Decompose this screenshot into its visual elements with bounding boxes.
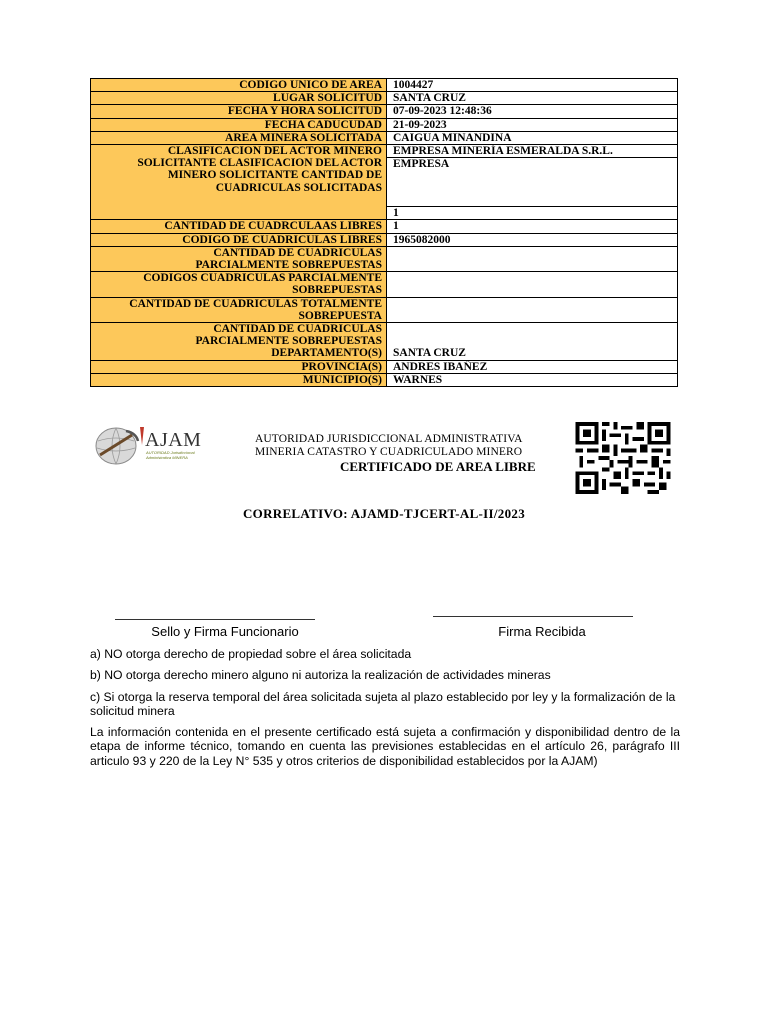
certificate-data-table	[90, 78, 678, 387]
correlativo-number: CORRELATIVO: AJAMD-TJCERT-AL-II/2023	[242, 506, 526, 521]
row-value: 21-09-2023	[387, 118, 678, 131]
row-value	[387, 272, 678, 297]
row-label: CANTIDAD DE CUADRICULAS PARCIALMENTE SOBREPUESTAS DEPARTAMENTO(S)	[91, 323, 387, 361]
row-label: FECHA Y HORA SOLICITUD	[91, 105, 387, 118]
table-row	[91, 79, 678, 92]
table-row	[91, 145, 678, 220]
row-label: AREA MINERA SOLICITADA	[91, 131, 387, 144]
row-label: CANTIDAD DE CUADRCULAAS LIBRES	[91, 220, 387, 233]
row-value: 1965082000	[387, 233, 678, 246]
row-label: LUGAR SOLICITUD	[91, 92, 387, 105]
row-label: PROVINCIA(S)	[91, 360, 387, 373]
note-item: b) NO otorga derecho minero alguno ni autoriza la realización de actividades mineras	[90, 668, 551, 683]
logo-name: AJAM	[145, 429, 202, 451]
row-value: 07-09-2023 12:48:36	[387, 105, 678, 118]
row-value	[387, 145, 678, 220]
table-row	[91, 92, 678, 105]
table-row	[91, 220, 678, 233]
table-row	[91, 297, 678, 322]
table-row	[91, 246, 678, 271]
note-item: a) NO otorga derecho de propiedad sobre el área solicitada	[90, 647, 412, 661]
signature-label-official: Sello y Firma Funcionario	[151, 624, 299, 639]
table-row	[91, 323, 678, 361]
row-label: CODIGO DE CUADRICULAS LIBRES	[91, 233, 387, 246]
row-value	[387, 246, 678, 271]
note-item: La información contenida en el presente certificado está sujeta a confirmación y disponibilidad dentro de la etapa de informe técnico, tomando en cuenta las previsiones establecidas en el artículo 26, parágrafo III articulo 93 y 220 de la Ley N° 535 y otros criterios de disponibilidad establecidos por la AJAM)	[90, 725, 680, 768]
row-label: MUNICIPIO(S)	[91, 373, 387, 386]
globe-pickaxe-logo-icon	[96, 427, 144, 464]
table-row	[91, 272, 678, 297]
actor-name: EMPRESA MINERÍA ESMERALDA S.R.L.	[387, 145, 677, 158]
logo-subtitle: AUTORIDAD Jurisdiccional Administrativa MINERA	[146, 450, 195, 460]
qr-code-icon	[575, 422, 671, 494]
certificate-header	[255, 433, 555, 474]
row-value: 1004427	[387, 79, 678, 92]
row-value: CAIGUA MINANDINA	[387, 131, 678, 144]
certificate-notes	[90, 647, 680, 775]
quadricule-count: 1	[393, 207, 399, 220]
row-value: 1	[387, 220, 678, 233]
row-label: CANTIDAD DE CUADRICULAS PARCIALMENTE SOBREPUESTAS	[91, 246, 387, 271]
table-row	[91, 233, 678, 246]
row-label: CODIGO UNICO DE AREA	[91, 79, 387, 92]
table-row	[91, 131, 678, 144]
row-value	[387, 297, 678, 322]
certificate-title: CERTIFICADO DE AREA LIBRE	[340, 459, 536, 474]
table-row	[91, 105, 678, 118]
table-row	[91, 118, 678, 131]
table-row	[91, 373, 678, 386]
authority-line-2: MINERIA CATASTRO Y CUADRICULADO MINERO	[255, 446, 523, 458]
row-value: SANTA CRUZ	[387, 323, 678, 361]
row-label: CODIGOS CUADRICULAS PARCIALMENTE SOBREPUESTAS	[91, 272, 387, 297]
actor-type: EMPRESA	[387, 158, 677, 207]
note-item: c) Si otorga la reserva temporal del área solicitada sujeta al plazo establecido por ley y la formalización de la solicitud minera	[90, 689, 676, 718]
signature-line-right	[433, 616, 633, 617]
table-row	[91, 360, 678, 373]
row-value: WARNES	[387, 373, 678, 386]
authority-line-1: AUTORIDAD JURISDICCIONAL ADMINISTRATIVA	[255, 433, 523, 445]
row-label: CLASIFICACION DEL ACTOR MINERO SOLICITANTE CLASIFICACION DEL ACTOR MINERO SOLICITANTE CANTIDAD DE CUADRICULAS SOLICITADAS	[91, 145, 387, 220]
row-label: CANTIDAD DE CUADRICULAS TOTALMENTE SOBREPUESTA	[91, 297, 387, 322]
row-value: SANTA CRUZ	[387, 92, 678, 105]
signature-line-left	[115, 619, 315, 620]
row-value: ANDRES IBAÑEZ	[387, 360, 678, 373]
row-label: FECHA CADUCUDAD	[91, 118, 387, 131]
signature-label-received: Firma Recibida	[498, 624, 586, 639]
